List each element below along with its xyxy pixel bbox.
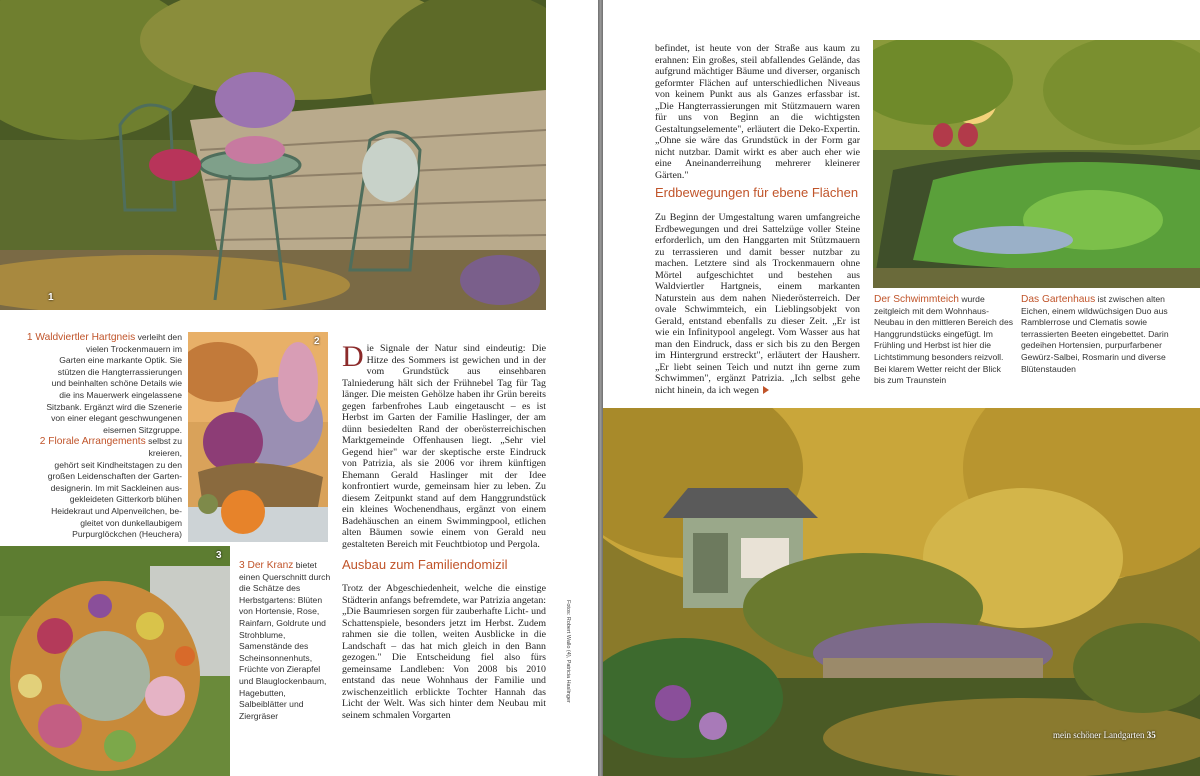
page-folio <box>1053 730 1156 740</box>
caption-head-wreath: 3 Der Kranz <box>239 560 294 571</box>
caption-wreath <box>239 560 331 722</box>
photo-number-badge: 3 <box>216 550 222 561</box>
article-column-1 <box>342 340 546 550</box>
caption-line: Purpurglöckchen (Heuchera) <box>72 529 182 540</box>
caption-line: Garten eine markante Optik. Sie <box>59 355 182 366</box>
right-page <box>603 0 1200 776</box>
article-paragraph: befindet, ist heute von der Straße aus kaum zu erahnen: Ein großes, steil abfallendes Gelände, das aufgrund mächtiger Bäume und diverser, organisch geformter Flächen auf unterschiedlichen Niveaus von keinem Punkt aus als Ganzes erfassbar ist. „Die Hangterrassierungen mit Stützmauern waren für uns von Beginn an die wichtigsten Gestaltungselemente", erläutert die Deko-Expertin. „Ohne sie wäre das Grundstück in der Form gar nicht nutzbar. Damit wirkt es aber auch eher wie eine Aneinanderreihung mehrerer kleinerer Gärten." <box>655 43 860 181</box>
caption-head-hartgneis: 1 Waldviertler Hartgneis <box>26 332 136 343</box>
photo-number-badge: 2 <box>314 336 320 347</box>
caption-line: und beinhalten schöne Details wie <box>51 378 182 389</box>
caption-head-pond: Der Schwimmteich <box>874 294 959 305</box>
drop-cap: D <box>342 340 364 373</box>
caption-line: eisernen Sitzgruppe. <box>103 424 182 435</box>
photo-garden-seating <box>0 0 546 310</box>
photo-number-badge: 1 <box>48 292 54 303</box>
caption-line: gekleideten Gitterkorb blühen <box>69 494 182 505</box>
caption-line: designerin. Im mit Sackleinen aus- <box>50 482 182 493</box>
caption-head-arrangements: 2 Florale Arrangements <box>39 436 146 448</box>
photo-garden-house <box>603 408 1200 776</box>
article-column-2 <box>655 43 860 181</box>
article-paragraph: Zu Beginn der Umgestaltung waren umfangreiche Erdbewegungen und drei Sattelzüge voller Steine erforderlich, um den Hanggarten mit Stützmauern zu terrassieren und damit besser nutzbar zu machen. Letztere sind als Trockenmauern ohne Mörtel aufgeschichtet und bestehen aus Waldviertler Hartgneis, einem markanten Naturstein aus dem nahen Niederösterreich. Der ovale Schwimmteich, ein Lieblingsobjekt von Gerald, entstand ebenfalls zu dieser Zeit. „Er ist wie ein Infinitypool angelegt. Vom Wasser aus hat man den Eindruck, dass er sich bis zu den Bergen im Hintergrund erstreckt", erläutert der Hausherr. „Er liebt seinen Teich und nutzt ihn gerne zum Schwimmen", ergänzt Patrizia. „Ich selbst gehe nicht hinein, da ich wegen <box>655 212 860 396</box>
continue-arrow-icon <box>763 386 769 394</box>
folio-magazine-name: mein schöner Landgarten <box>1053 730 1145 740</box>
photo-swimming-pond <box>873 40 1200 288</box>
caption-line: Heidekraut und Alpenveilchen, be- <box>51 505 182 516</box>
caption-hartgneis-arrangements <box>6 332 182 541</box>
article-paragraph: ie Signale der Natur sind eindeutig: Die Hitze des Sommers ist gewichen und in der vom Grundstück aus einsehbaren Talniederung hält sich der Frühnebel Tag für Tag länger. Die meisten Gehölze haben ihr Grün bereits gegen farbenfrohes Laub eingetauscht – es ist Herbst im Garten der Familie Haslinger, der am dünn besiedelten Rand der oberösterreichischen Marktgemeinde Offenhausen liegt. „Sehr viel Gegend hier" war der skeptische erste Eindruck von Patrizia, als sie 2006 vor ihrem künftigen Ehemann Gerald Haslinger mit der Idee konfrontiert wurde, gemeinsam hier zu leben. Zu diesem Zeitpunkt stand auf dem Hanggrundstück ein kleines Wochenendhaus, ergänzt von einem Badehäuschen an einem Swimmingpool, etlichen alten Bäumen sowie einem von Gerald neu gestalteten Bereich mit Feuchtbiotop und Pergola. <box>342 343 546 550</box>
left-page <box>0 0 598 776</box>
caption-gardenhouse <box>1021 294 1171 375</box>
caption-line: die ins Mauerwerk eingelassene <box>59 389 182 400</box>
photo-floral-basket <box>188 332 328 542</box>
article-column-1b <box>342 583 546 721</box>
subheading-erdbewegungen: Erdbewegungen für ebene Flächen <box>655 185 859 200</box>
caption-text-gardenhouse: ist zwischen alten Eichen, einem wildwüchsigen Duo aus Ramblerrose und Clematis sowie terrassierten Beeten eingebettet. Darin gedeihen Hortensien, purpurfarbener Gewürz-Salbei, Rosmarin und diverse Blütenstauden <box>1021 294 1169 374</box>
caption-head-gardenhouse: Das Gartenhaus <box>1021 294 1096 305</box>
caption-line: gleitet von dunkellaubigem <box>80 517 182 528</box>
photo-credit: Fotos: Robert Wallo (4), Patricia Haslinger <box>565 600 571 703</box>
article-paragraph: Trotz der Abgeschiedenheit, welche die einstige Städterin anfangs befremdete, war Patrizia angetan: „Die Baumriesen sorgen für zauberhafte Licht- und Schattenspiele, besonders jetzt im Herbst. Zudem rahmen sie die tollen, weiten Ausblicke in die Landschaft – das hat mich gleich in den Bann gezogen." Die Entscheidung fiel also fürs gemeinsame Landleben: Von 2008 bis 2010 entstand das neue Wohnhaus der Familie und zwischenzeitlich erblickte Tochter Hannah das Licht der Welt. Was sich hinter dem Neubau mit seinem schmalen Vorgarten <box>342 583 546 721</box>
caption-line: gehört seit Kindheitstagen zu den <box>54 459 182 470</box>
caption-line: von einer elegant geschwungenen <box>51 413 182 424</box>
caption-line: großen Leidenschaften der Garten- <box>47 471 182 482</box>
caption-line: verleiht den vielen Trockenmauern im <box>85 332 182 354</box>
caption-pond <box>874 294 1014 387</box>
photo-autumn-wreath <box>0 546 230 776</box>
caption-line: Sitzbank. Ergänzt wird die Szenerie <box>46 401 182 412</box>
caption-line: stützen die Hangterrassierungen <box>57 366 182 377</box>
subheading-familiendomizil: Ausbau zum Familiendomizil <box>342 557 508 572</box>
folio-page-number: 35 <box>1146 730 1156 740</box>
caption-line: selbst zu kreieren, <box>148 436 182 458</box>
caption-text-wreath: bietet einen Querschnitt durch die Schätze des Herbstgartens: Blüten von Hortensie, Rose, Rainfarn, Goldrute und Strohblume, Samenstände des Scheinsonnenhuts, Früchte von Zierapfel und Blauglockenbaum, Hagebutten, Salbeiblätter und Ziergräser <box>239 560 331 721</box>
caption-text-pond: wurde zeitgleich mit dem Wohnhaus-Neubau in den mittleren Bereich des Hanggrundstücks eingefügt. Im Frühling und Herbst ist hier die Lichtstimmung besonders reizvoll. Bei klarem Wetter reicht der Blick bis zum Traunstein <box>874 294 1014 386</box>
article-column-2b <box>655 212 860 396</box>
